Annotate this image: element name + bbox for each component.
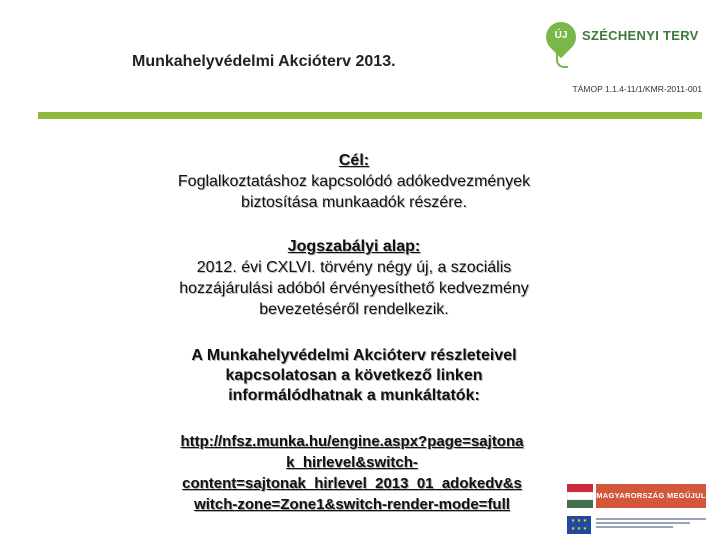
goal-line-2: biztosítása munkaadók részére. [241, 194, 467, 211]
nfsz-link[interactable] [138, 431, 566, 515]
link-line-1[interactable]: http://nfsz.munka.hu/engine.aspx?page=sajtona [180, 433, 524, 450]
legal-basis-section [112, 236, 596, 320]
hungarian-flag-icon [567, 484, 593, 508]
page-title: Munkahelyvédelmi Akcióterv 2013. [132, 53, 396, 70]
project-code: TÁMOP 1.1.4-11/1/KMR-2011-001 [572, 84, 702, 94]
link-line-4[interactable]: witch-zone=Zone1&switch-render-mode=full [194, 496, 510, 513]
info-section [112, 346, 596, 406]
magyarorszag-megujul-banner: MAGYARORSZÁG MEGÚJUL [596, 484, 706, 508]
logo-tail [556, 52, 568, 68]
header-divider [38, 112, 702, 119]
legal-heading: Jogszabályi alap: [287, 238, 421, 255]
info-line-3: informálódhatnak a munkáltatók: [228, 387, 480, 404]
logo-badge: ÚJ [554, 30, 568, 41]
goal-section [112, 150, 596, 213]
goal-line-1: Foglalkoztatáshoz kapcsolódó adókedvezmények [177, 173, 531, 190]
szechenyi-logo [546, 22, 706, 64]
link-line-3[interactable]: content=sajtonak_hirlevel_2013_01_adokedv&s [182, 475, 522, 492]
link-line-2[interactable]: k_hirlevel&switch- [286, 454, 418, 471]
eu-funding-text [596, 516, 706, 534]
legal-line-1: 2012. évi CXLVI. törvény négy új, a szociális [196, 259, 512, 276]
goal-heading: Cél: [338, 152, 370, 169]
logo-text: SZÉCHENYI TERV [582, 28, 699, 43]
info-line-1: A Munkahelyvédelmi Akcióterv részleteivel [191, 347, 517, 364]
info-line-2: kapcsolatosan a következő linken [225, 367, 483, 384]
legal-line-2: hozzájárulási adóból érvényesíthető kedvezmény [179, 280, 529, 297]
legal-line-3: bevezetéséről rendelkezik. [259, 301, 449, 318]
eu-flag-icon: ★ ★ ★ ★ ★ ★ [567, 516, 591, 534]
